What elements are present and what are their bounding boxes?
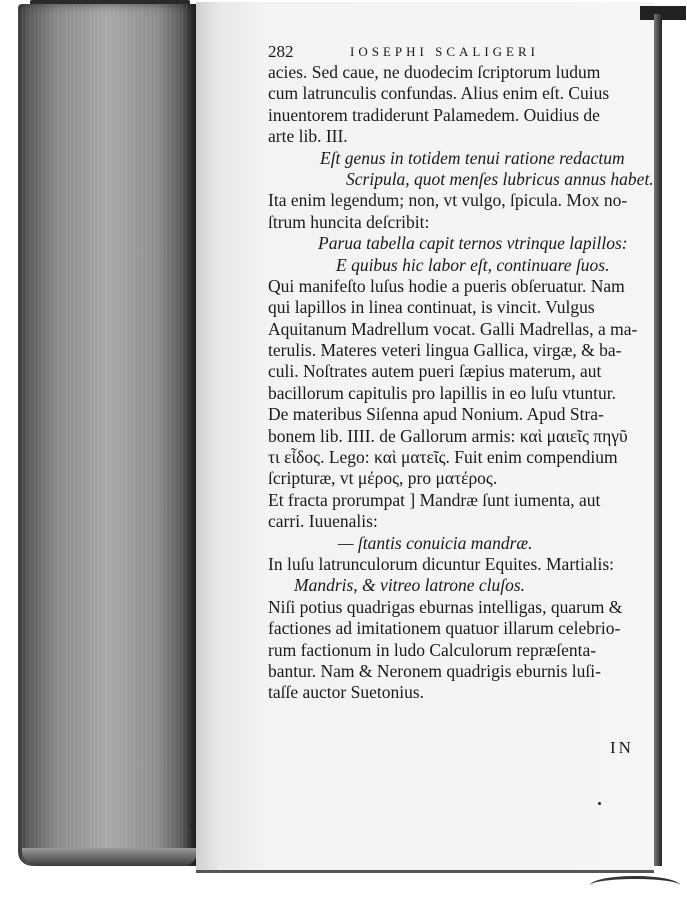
text-line: inuentorem tradiderunt Palamedem. Ouidius de [268, 104, 600, 125]
text-line: τι εἶδος. Lego: καὶ ματεῖς. Fuit enim compendium [268, 447, 618, 468]
text-line: rum factionum in ludo Calculorum repræſenta- [268, 639, 597, 660]
text-line: ſcripturæ, vt μέρος, pro ματέρος. [268, 468, 498, 489]
text-line: acies. Sed caue, ne duodecim ſcriptorum ludum [268, 62, 601, 82]
verse-line: Parua tabella capit ternos vtrinque lapillos: [318, 233, 628, 254]
text-line: In luſu latrunculorum dicuntur Equites. Martialis: [268, 553, 615, 574]
catchword: IN [610, 738, 634, 757]
text-line: culi. Noſtrates autem pueri ſæpius materum, aut [268, 361, 602, 382]
book-page-edges [18, 4, 196, 866]
book-edge-bottom [22, 848, 198, 866]
speck [190, 824, 193, 827]
text-line: terulis. Materes veteri lingua Gallica, virgæ, & ba- [268, 340, 622, 361]
text-line: bantur. Nam & Neronem quadrigis eburnis luſi- [268, 660, 601, 681]
text-line: qui lapillos in linea continuat, is vincit. Vulgus [268, 297, 595, 318]
text-line: bonem lib. IIII. de Gallorum armis: καὶ μαιεῖς πηγῦ [268, 425, 628, 446]
page-number: 282 [268, 41, 294, 61]
text-line: ſtrum huncita deſcribit: [268, 211, 430, 232]
text-line: factiones ad imitationem quatuor illarum celebrio- [268, 618, 621, 639]
text-line: arte lib. III. [268, 126, 348, 147]
text-line: bacillorum capitulis pro lapillis in eo luſu vtuntur. [268, 382, 617, 403]
text-line: De materibus Siſenna apud Nonium. Apud Stra- [268, 404, 604, 425]
text-line: Qui manifeſto luſus hodie a pueris obſeruatur. Nam [268, 275, 625, 296]
running-head [268, 40, 653, 62]
verse-line: — ſtantis conuicia mandræ. [338, 532, 533, 553]
verse-line: Mandris, & vitreo latrone cluſos. [294, 575, 526, 596]
running-head-title: IOSEPHI SCALIGERI [350, 43, 539, 59]
verse-line: Scripula, quot menſes lubricus annus habet. [346, 168, 654, 189]
verse-line: Eſt genus in totidem tenui ratione redactum [320, 147, 625, 168]
page-right-top-shadow [640, 6, 686, 20]
text-line: Ita enim legendum; non, vt vulgo, ſpicula. Mox no- [268, 190, 628, 211]
page-bottom-curl [590, 876, 680, 895]
verse-line: E quibus hic labor eſt, continuare ſuos. [336, 254, 610, 275]
text-line: carri. Iuuenalis: [268, 511, 378, 532]
speck [598, 802, 601, 805]
text-line: taſſe auctor Suetonius. [268, 682, 425, 703]
text-line: Niſi potius quadrigas eburnas intelligas, quarum & [268, 596, 623, 617]
text-line: Aquitanum Madrellum vocat. Galli Madrellas, a ma- [268, 318, 638, 339]
text-line: Et fracta prorumpat ] Mandræ ſunt iumenta, aut [268, 489, 601, 510]
page-right-edge [654, 14, 662, 866]
page-text [268, 40, 653, 704]
text-line: cum latrunculis confundas. Alius enim eſt. Cuius [268, 83, 610, 104]
